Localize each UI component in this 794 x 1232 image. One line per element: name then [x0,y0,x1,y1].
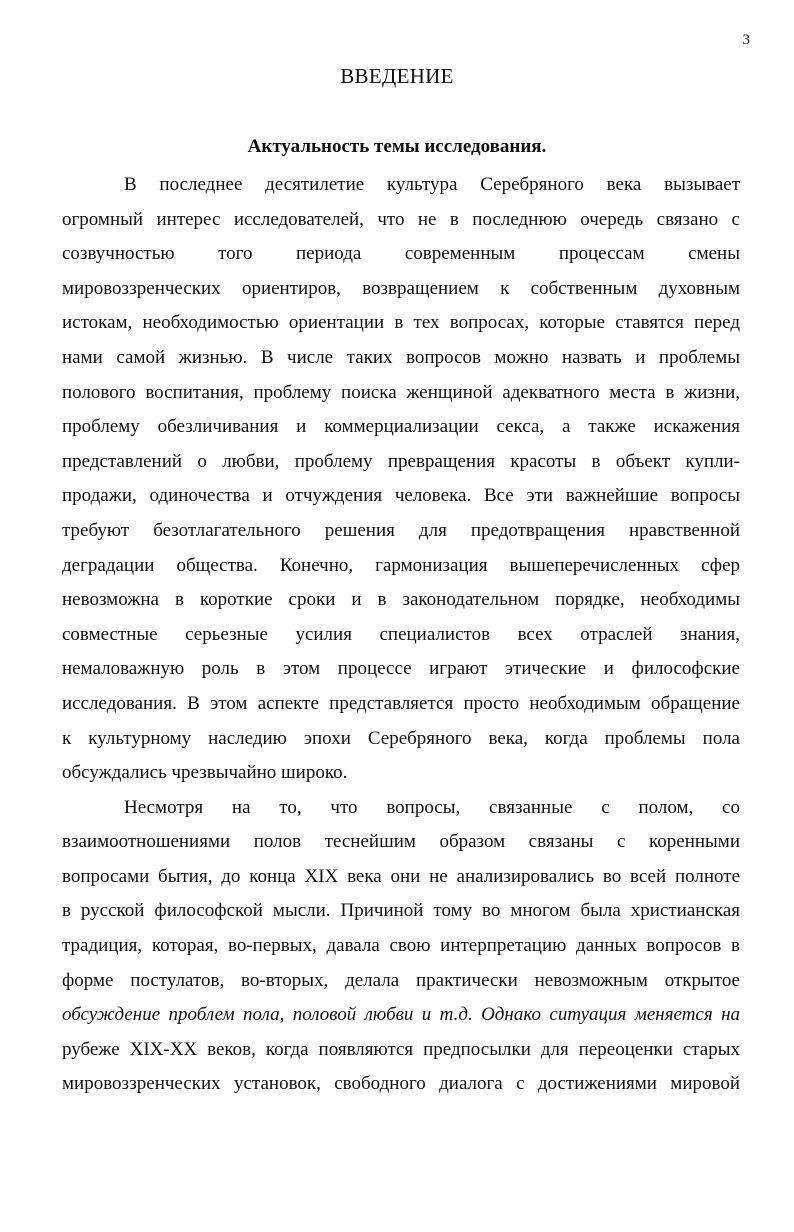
text-line: истокам, необходимостью ориентации в тех вопросах, которые ставятся перед [62,312,740,334]
text-line: В последнее десятилетие культура Серебряного века вызывает [124,174,740,195]
text-line: представлений о любви, проблему превращения красоты в объект купли- [62,450,740,472]
text-line: взаимоотношениями полов теснейшим образом связаны с коренными [62,831,740,853]
text-line: форме постулатов, во-вторых, делала практически невозможным открытое [62,969,740,991]
page-number: 3 [742,32,750,48]
text-line: немаловажную роль в этом процессе играют этические и философские [62,658,740,680]
text-line: исследования. В этом аспекте представляется просто необходимым обращение [62,692,740,714]
text-line: традиция, которая, во-первых, давала свою интерпретацию данных вопросов в [62,935,740,957]
text-line: огромный интерес исследователей, что не в последнюю очередь связано с [62,208,740,230]
text-line: проблему обезличивания и коммерциализации секса, а также искажения [62,416,740,438]
text-line: мировоззренческих установок, свободного диалога с достижениями мировой [62,1073,740,1095]
text-line: рубеже XIX-XX веков, когда появляются предпосылки для переоценки старых [62,1038,740,1060]
text-line: обсуждались чрезвычайно широко. [62,762,348,784]
text-line: к культурному наследию эпохи Серебряного века, когда проблемы пола [62,727,740,749]
text-line: мировоззренческих ориентиров, возвращением к собственным духовным [62,277,740,299]
text-line: совместные серьезные усилия специалистов всех отраслей знания, [62,623,740,645]
text-line: созвучностью того периода современным процессам смены [62,243,740,265]
text-line: полового воспитания, проблему поиска женщиной адекватного места в жизни, [62,381,740,403]
text-line: в русской философской мысли. Причиной тому во многом была христианская [62,900,740,922]
text-line: деградации общества. Конечно, гармонизация вышеперечисленных сфер [62,554,740,576]
chapter-title: ВВЕДЕНИЕ [340,64,454,88]
paragraph-1 [62,168,740,791]
text-line: нами самой жизнью. В числе таких вопросов можно назвать и проблемы [62,346,740,368]
text-line: требуют безотлагательного решения для предотвращения нравственной [62,519,740,541]
text-line: Несмотря на то, что вопросы, связанные с полом, со [124,796,740,818]
text-line: невозможна в короткие сроки и в законодательном порядке, необходимы [62,589,740,611]
text-line: продажи, одиночества и отчуждения человека. Все эти важнейшие вопросы [62,485,740,507]
text-line: вопросами бытия, до конца XIX века они не анализировались во всей полноте [62,865,740,887]
body-text [62,168,740,1102]
section-heading: Актуальность темы исследования. [247,136,547,157]
text-line-italic: обсуждение проблем пола, половой любви и т.д. Однако ситуация меняется на [62,1004,740,1026]
paragraph-2 [62,791,740,1102]
